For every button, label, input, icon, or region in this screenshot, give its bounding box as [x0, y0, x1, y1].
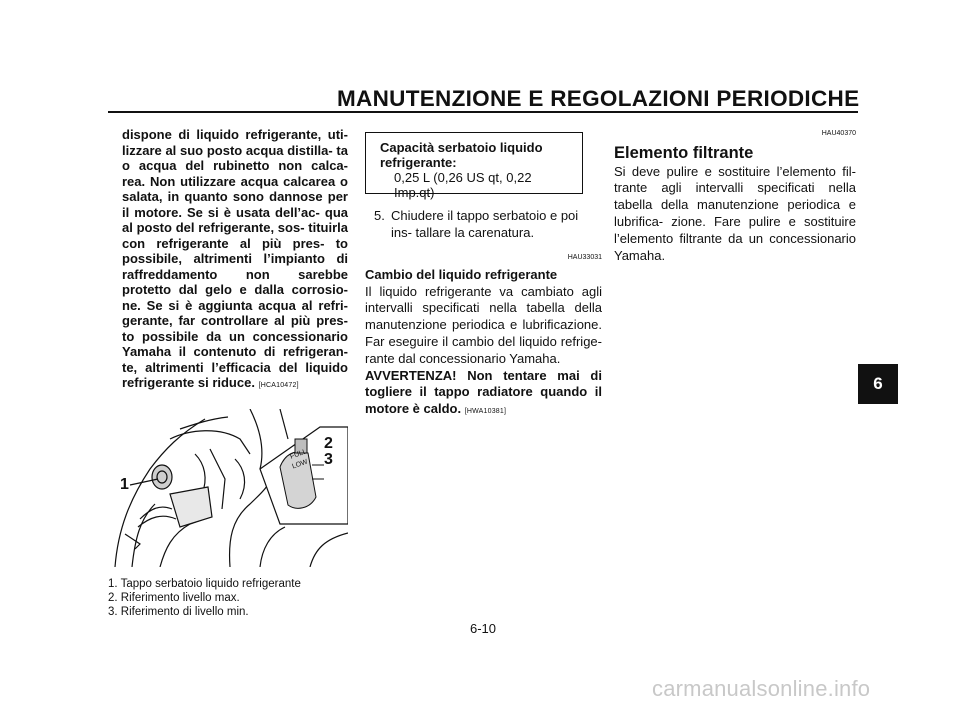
section-title: Cambio del liquido refrigerante	[365, 266, 558, 282]
watermark: carmanualsonline.info	[652, 676, 871, 701]
caption-1: 1. Tappo serbatoio liquido refrigerante	[108, 578, 301, 590]
coolant-capacity-spec	[365, 132, 583, 200]
caption-2: 2. Riferimento livello max.	[108, 592, 240, 604]
section-code: HAU33031	[567, 254, 602, 261]
step-number: 5.	[374, 208, 385, 223]
section-filter-element	[614, 126, 856, 264]
low-mark-text: LOW	[291, 458, 309, 471]
warning-text: dispone di liquido refrigerante, uti- lizzare al suo posto acqua distilla- ta o acqua del rubinetto non calca- rea. Non utilizzare acqua calcarea o salata, in quanto sono dannose per il motore. Se si è usata dell’ac- qua al posto del refrigerante, sos- tituirla con refrigerante al più pres- to possibile, altrimenti l’impianto di raffreddamento non sarebbe protetto dal gelo e dalla corrosio- ne. Se si è aggiunta acqua al refri- gerante, far controllare al più pres- to possibile da un concessionario Yamaha il contenuto di refrigeran- te, altrimenti l’efficacia del liquido refrigerante si riduce.	[122, 127, 348, 390]
section-body: Il liquido refrigerante va cambiato agli intervalli specificati nella tabella della manutenzione periodica e lubrificazione. Far eseguire il cambio del liquido refrige- rante dal concessionario Yamaha.	[365, 283, 602, 366]
callout-label-1: 1	[120, 476, 129, 493]
callout-label-3: 3	[324, 451, 333, 468]
page-header-title: MANUTENZIONE E REGOLAZIONI PERIODICHE	[337, 86, 860, 111]
page-number: 6-10	[469, 621, 497, 636]
full-mark-text: FULL	[289, 448, 308, 461]
step-5	[374, 207, 602, 241]
coolant-reservoir-illustration	[110, 409, 348, 567]
section-title: Elemento filtrante	[614, 143, 754, 162]
section-code: HAU40370	[821, 130, 856, 137]
figure-captions	[108, 577, 301, 619]
warning-continuation	[122, 127, 348, 394]
callout-label-2: 2	[324, 435, 333, 452]
section-coolant-change	[365, 250, 602, 421]
warning-code: [HCA10472]	[258, 382, 299, 389]
section-body: Si deve pulire e sostituire l’elemento fil- trante agli intervalli specificati nella tabella della manutenzione periodica e lubrifica- zione. Fare pulire e sostituire l’elemento filtrante da un concessionario Yamaha.	[614, 163, 856, 263]
chapter-tab[interactable]: 6	[858, 364, 898, 404]
spec-value: 0,25 L (0,26 US qt, 0,22 Imp.qt)	[394, 170, 532, 200]
caption-3: 3. Riferimento di livello min.	[108, 606, 249, 618]
section-warning: AVVERTENZA! Non tentare mai di togliere il tappo radiatore quando il motore è caldo.	[365, 367, 602, 417]
spec-label: Capacità serbatoio liquido refrigerante:	[380, 140, 543, 170]
section-warning-code: [HWA10381]	[464, 408, 507, 416]
header-rule	[108, 111, 858, 113]
coolant-reservoir-figure	[110, 409, 348, 567]
step-text: Chiudere il tappo serbatoio e poi ins- tallare la carenatura.	[391, 208, 579, 240]
inset-level-marks	[260, 427, 348, 524]
